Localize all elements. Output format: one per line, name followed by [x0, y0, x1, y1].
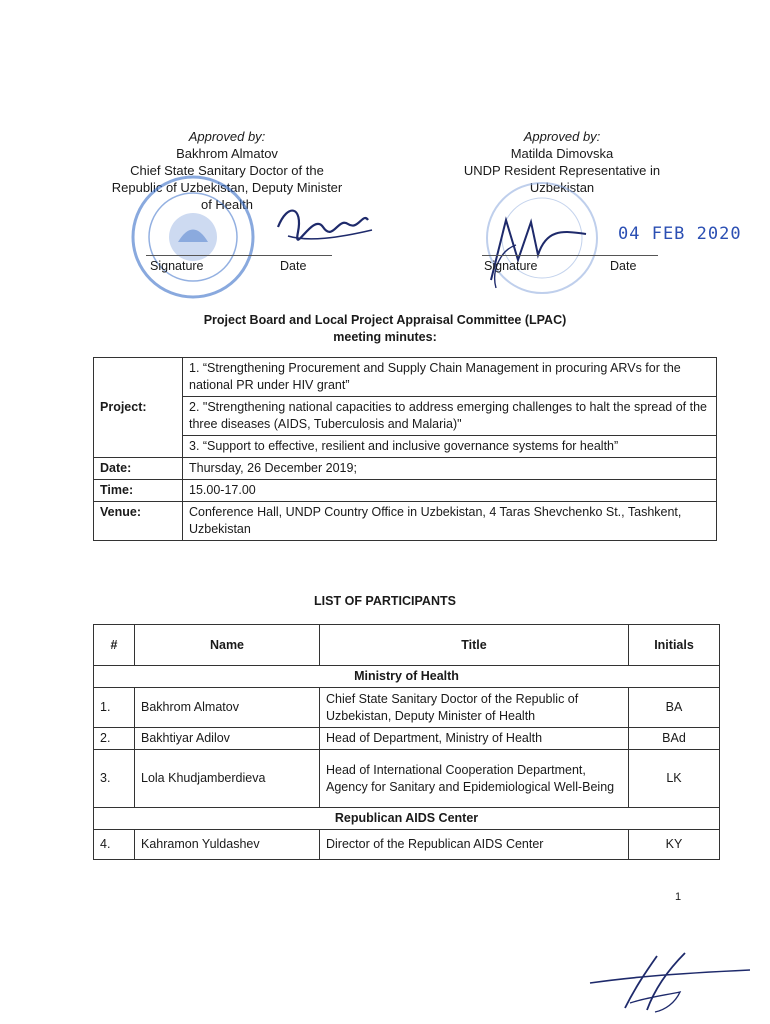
table-row [94, 728, 720, 750]
page-number: 1 [675, 891, 682, 903]
row-title: Chief State Sanitary Doctor of the Republic of Uzbekistan, Deputy Minister of Health [320, 688, 629, 728]
header-title: Title [320, 625, 629, 666]
left-signature-line [146, 255, 332, 256]
right-approved-label: Approved by: [523, 129, 601, 144]
row-initials: BAd [629, 728, 720, 750]
row-number: 2. [94, 728, 135, 750]
row-number: 3. [94, 750, 135, 808]
document-heading-line-2: meeting minutes: [333, 330, 437, 344]
row-name: Lola Khudjamberdieva [135, 750, 320, 808]
left-approver-position-1: Chief State Sanitary Doctor of the [130, 163, 324, 178]
row-initials: LK [629, 750, 720, 808]
header-number: # [94, 625, 135, 666]
stamp-date: 04 FEB 2020 [618, 224, 742, 244]
table-row [94, 750, 720, 808]
left-approver-position-2: Republic of Uzbekistan, Deputy Minister [111, 180, 343, 195]
row-title: Head of International Cooperation Department, Agency for Sanitary and Epidemiological Well-Being [320, 750, 629, 808]
date-label: Date: [94, 458, 183, 480]
group-row [94, 666, 720, 688]
participants-header-row [94, 625, 720, 666]
group-ministry-of-health: Ministry of Health [94, 666, 720, 688]
participants-title: LIST OF PARTICIPANTS [314, 594, 456, 608]
project-item-3: 3. “Support to effective, resilient and inclusive governance systems for health” [183, 436, 717, 458]
project-item-2: 2. "Strengthening national capacities to address emerging challenges to halt the spread of the three diseases (AIDS, Tuberculosis and Malaria)" [183, 397, 717, 436]
meeting-info-table [93, 357, 717, 541]
time-value: 15.00-17.00 [183, 480, 717, 502]
left-official-stamp [118, 172, 268, 302]
right-approver-name: Matilda Dimovska [510, 146, 614, 161]
venue-value: Conference Hall, UNDP Country Office in Uzbekistan, 4 Taras Shevchenko St., Tashkent, Uzbekistan [183, 502, 717, 541]
row-initials: KY [629, 830, 720, 860]
left-signature-mark [268, 192, 378, 252]
date-value: Thursday, 26 December 2019; [183, 458, 717, 480]
right-approver-position-2: Uzbekistan [529, 180, 595, 195]
time-label: Time: [94, 480, 183, 502]
table-row [94, 830, 720, 860]
table-row [94, 688, 720, 728]
right-signature-mark [476, 200, 596, 290]
group-row [94, 808, 720, 830]
left-approved-label: Approved by: [188, 129, 266, 144]
right-date-label: Date [610, 259, 637, 273]
right-approver-position-1: UNDP Resident Representative in [463, 163, 661, 178]
left-approver-position-3: of Health [200, 197, 254, 212]
page-initials-signature [585, 948, 760, 1018]
row-number: 1. [94, 688, 135, 728]
row-title: Head of Department, Ministry of Health [320, 728, 629, 750]
participants-table [93, 624, 720, 860]
group-republican-aids-center: Republican AIDS Center [94, 808, 720, 830]
right-signature-label: Signature [484, 259, 538, 273]
right-signature-line [482, 255, 658, 256]
row-name: Kahramon Yuldashev [135, 830, 320, 860]
row-title: Director of the Republican AIDS Center [320, 830, 629, 860]
project-label: Project: [94, 358, 183, 458]
header-name: Name [135, 625, 320, 666]
row-name: Bakhrom Almatov [135, 688, 320, 728]
row-number: 4. [94, 830, 135, 860]
left-approver-name: Bakhrom Almatov [176, 146, 278, 161]
row-name: Bakhtiyar Adilov [135, 728, 320, 750]
left-signature-label: Signature [150, 259, 204, 273]
venue-label: Venue: [94, 502, 183, 541]
row-initials: BA [629, 688, 720, 728]
header-initials: Initials [629, 625, 720, 666]
project-item-1: 1. “Strengthening Procurement and Supply Chain Management in procuring ARVs for the national PR under HIV grant” [183, 358, 717, 397]
document-heading-line-1: Project Board and Local Project Appraisal Committee (LPAC) [203, 313, 567, 327]
left-date-label: Date [280, 259, 307, 273]
